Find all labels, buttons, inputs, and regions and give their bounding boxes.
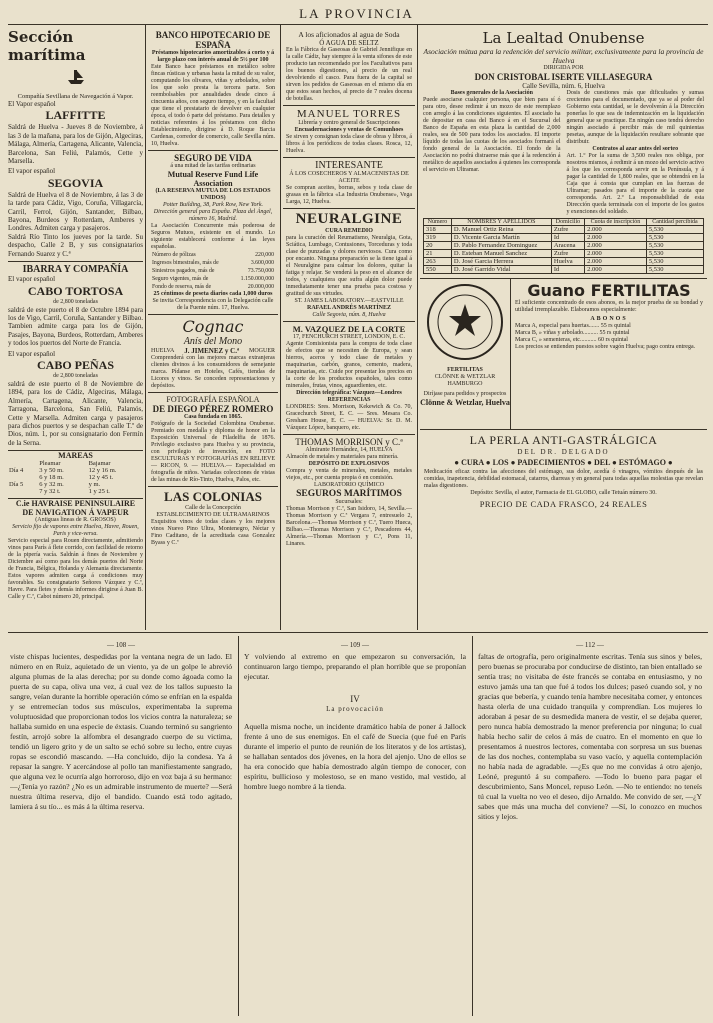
company-name: Compañía Sevillana de Navegación á Vapor.	[17, 93, 134, 100]
table-row: 20 D. Pablo Fernandez Dominguez Aracena 2.000 5,530	[424, 242, 704, 250]
company-service: Servicio fijo de vapores entre Huelva, Havre, Rouen, Paris y vice-versa.	[12, 524, 139, 538]
perla-price: PRECIO DE CADA FRASCO, 24 REALES	[479, 499, 648, 509]
cuotas-text: Dosis de cuestiones más que dificultades y sumas crecientes para el documentado, que ya se al poder del Gobierno esta cantidad, se le devolverán á la Dirección ponerlas lo que sea de indemnización en la liquidación general que se practique. En ningún caso tendrá derecho ningún asociado á percibir más de mil quinientas pesetas, aunque de la liquidación resultare sobrante que distribuir.	[566, 90, 704, 145]
ship-tonnage: de 2,800 toneladas	[53, 372, 98, 379]
ad-title: A los aficionados al agua de Soda	[298, 30, 400, 39]
company-note: (Antiguas lineas de R. GROSOS)	[35, 517, 116, 524]
ad-title: MANUEL TORRES	[296, 108, 402, 120]
ship-logo-icon	[8, 66, 143, 91]
feuilleton-text: viste chispas lucientes, despedidas por la ventana negra de un lado. El número en en Ruiz, aquietado de un viento, ya de un golpe le abrevió alguna plumas de la alas derecha; por su donde como ágoada como la puerta de su capa, oliva una vez, á cual vez de los tallos supuesto la sangre, veían durante la horrible operación cómo se enfrían en la espalda y se entremecían todos sus músculos, experimentaba la suprema voluptuosidad que proporcionan todos los vicios contra la naturaleza; se hallaba sumido en una especie de éxtasis. Cuando terminó su sangriento festín, arrojó sobre la alfombra el desangrado cuerpo de su victima, tendió un ligero grito y de un salto se echó sobre su lecho, entre cuyas ropas se escondió mascando. —Ha concluido, dijo la condesa. Ya á repasar la sangre. Y acercándose al pollo tan manifiestamente sangrado, que alguna vez le ocurría algo horroroso, dijo en voz baja á su hermano: —¿Tenía yo razón? ¿No es un admirable instrumento de muerte? —Será nuestra última reserva, dijo el bandido. Cuando está todo agitado, lamiera á su tío... es más á la última reserva.	[10, 652, 232, 811]
table-row: 21 D. Esteban Manuel Sanchez Zufre 2.000 5,530	[424, 250, 704, 258]
ship-schedule: Saldrá de Huelva el 8 de Noviembre, á las 3 de la tarde para Cádiz, Vigo, Coruña, Villagarcía, Carril, Ferrol, Gijón, Santander, Bilbao, Bayona, Burdeos y Rotterdam, Amberes y Londres. Admiten carga y pasajeros.	[8, 190, 143, 233]
ad-cognac	[148, 315, 278, 393]
ad-thomas	[283, 435, 415, 550]
bases-title: Bases generales de la Asociación	[450, 90, 533, 96]
ad-soda	[283, 28, 415, 106]
ad-body: Exquisitos vinos de todas clases y los mejores vinos Nuevo Pino Ultra, Montenegro, Néctar y Fino Caditano, de la acreditada casa Gonzalez Byass y C.ª	[151, 519, 275, 546]
cognac-maker: J. JIMENEZ y C.ª	[184, 347, 240, 355]
lab-title: LABORATORIO QUÍMICO	[313, 482, 385, 488]
insurance-contact: Se invita Correspondencia con la Delegación calle de la Fuente núm. 17, Huelva.	[152, 298, 274, 311]
company-details: Servicio especial para Rouen directamente, admitiendo vinos para París á flete corrido, con facilidad de retorno de la pipería vacía. Saldrán á fines de Noviembre y Diciembre así como para los demás puertos del Norte de Francia, Bélgica, Holanda y Alemania directamente. Estos vapores admiten carga á condiciones muy favorables. Su consignatario Señores Vázquez y C.ª, Havre. Para fletes y demás informes dirigirse á Juan B. Calle y C.ª, Cabot número 20, principal.	[8, 538, 143, 601]
seal-text-mid: CLÖNNE & WETZLAR	[434, 374, 496, 380]
bases-text: Puede asociarse cualquier persona, que bien para sí ó para otro, desee redimir á un mozo de este reemplazo con arreglo á las condiciones siguientes. El asociado ha de depositar en casa del Banco á en el Sucursal del Banco de España en esta plaza la cantidad de 2,000 reales, sea de 500 para todos los asociados. El importe líquido de todas las cuotas de los asociados formará el fondo general de la Asociación. El fondo de la Asociación no podrá distraerse más que á la redención á metálico de aquellos asociados á quienes les corresponda el servicio en Ultramar.	[423, 97, 561, 173]
column-rule	[417, 25, 418, 630]
ad-body: Fotógrafo de la Sociedad Colombina Onubense. Premiado con medalla y diploma de honor en la Exposición Universal de Filadelfia de 1876. Privilegio exclusivo para Huelva y su provincia, con privilegio de invención, en FOTO ESCULTURAS Y FOTOGRAFÍAS EN RELIEVE — RICON, 9. — HUELVA.— Especialidad en fotografía de niños. Variadas colecciones de vistas de las minas de Río-Tinto, Huelva, Palos, etc.	[151, 421, 275, 483]
ad-subtitle: DEPÓSITO DE EXPLOSIVOS	[308, 461, 390, 467]
director-address: Calle Sevilla, núm. 6, Huelva	[522, 82, 605, 90]
ad-body: Se sirven y consignan toda clase de obras y libros, á libros á los periódicos de todas clases. Rosca, 12, Huelva.	[286, 134, 412, 154]
feuilleton-left	[10, 640, 232, 1015]
ship-schedule: saldrá de este puerto el 8 de Octubre 1894 para los de Vigo, Carril, Coruña, Santander y Bilbao. Tambien admite carga para los de Gijón, Pasajes, Bayona, Burdeos, Rotterdam, Amberes y todos los puertos del Norte de Francia.	[8, 305, 143, 348]
fertilitas-seal-icon	[425, 282, 505, 362]
ad-insurance	[148, 151, 278, 315]
ad-body: Almacén de metales y materiales para minería.	[286, 454, 399, 460]
feuilleton-right	[478, 640, 702, 1015]
ad-body: para la curación del Reumatismo, Neuralgia, Gota, Sciática, Lumbago, Contusiones, Torceduras y toda clase de punzadas y dolores nerviosos. Cura como por encanto. Ninguna preparación se la tiene igual á el Neuralgine para calmar los dolores, quitar la fatiga y relajar. Se venderá la peso en el alcance de todos, y cualquiera que sufra algún dolor puede inmediatamente tener una prueba paca costosa y gratitud de sus virtudes.	[286, 235, 412, 297]
contratos-text: Art. 1.º Por la suma de 3,500 reales nos obliga, por nosotros mismos, á redimir á un mozo del servicio activo á los que les corresponda servir en la Península, y á pagar la cantidad de 1,800 reales, que se obtendrá en la Caja que á consta que cumplan en las fuerzas de Ultramar; pasados para el importe de la cuota que corresponda. Art. 2.º La responsabilidad de esta Dirección queda terminada con el importe de los gastos y exenciones del soldado.	[566, 153, 704, 215]
director-label: DIRIGIDA POR	[543, 65, 584, 71]
ship-name: SEGOVIA	[47, 175, 104, 190]
seguros-sub: Sucursales:	[335, 499, 363, 505]
ad-body: En la Fábrica de Gaseosas de Gabriel Jennifique en la calle Cádiz, hay siempre á la venta sifones de este producto tan recomendado por los Facultativos para los buenos digestiones, al precio de un real devolviendo el casco. Para fuera de la capital se sirven los pedidos de Gaseosas en el mismo día en que estos sean hechos, al precio de 7 reales docena de botellas.	[286, 47, 412, 102]
insurance-company: Mutual Reserve Fund Life Association	[167, 170, 259, 188]
ad-title: INTERESANTE	[315, 160, 383, 171]
chapter-number: IV	[350, 694, 360, 704]
table-row: Ingresos bimestrales, más de 3.600,000	[152, 260, 274, 266]
cognac-place-right: MOGUER	[248, 348, 275, 354]
column-rule	[472, 636, 473, 1016]
members-table	[423, 218, 704, 274]
ad-subtitle: Librería y centro general de Suscripciones	[298, 120, 400, 126]
cognac-brand: Cognac	[182, 317, 244, 336]
vapor-label: El vapor español	[8, 275, 56, 284]
ad-neuralgine	[283, 209, 415, 322]
agent-address: Calle Segovia, núm. 8, Huelva	[312, 312, 386, 318]
column-ads-4	[420, 28, 707, 630]
ad-title: LAS COLONIAS	[164, 489, 262, 504]
ad-lealtad	[420, 28, 707, 275]
ship-note: Saldrá Río Tinto los jueves por la tarde. Su despacho, Calle 2 B, y sus consignatarios Fernando Suarez y C.ª	[8, 232, 143, 258]
tides-table: Pleamar Bajamar Día 4 3 y 50 m. 12 y 16 m. 6 y 18 m. 12 y 45 t. Día 5 6 y 32 m. y m. 7 y 32 t. 1 y 25 t.	[8, 460, 143, 495]
ad-guano	[420, 279, 707, 430]
company-name: C.ie HAVRAISE PENINSULAIRE	[15, 499, 136, 509]
ad-title: THOMAS MORRISON y C.ª	[295, 437, 403, 447]
ad-subtitle: Casa fundada en 1865.	[183, 414, 242, 420]
ad-subtitle: Encuadernaciones y ventas de Comunhoes	[294, 127, 404, 133]
references: LONDRES: Sres. Morrison, Kekewich & Co. 70, Gracechurch Street, E. C. — Sres. Mesara Co. Gresham House, E. C. — HUELVA: Sr. D. M. Vázquez López, banquero, etc.	[286, 404, 412, 431]
ad-vazquez	[283, 322, 415, 435]
page-number: — 108 —	[107, 641, 135, 649]
page-number: — 109 —	[341, 641, 369, 649]
column-maritime	[8, 28, 143, 628]
seal-text-top: FERTILITAS	[447, 367, 483, 373]
ad-body: Agente Comisionista para la compra de toda clase de efectos que se necesiten de Europa, y sean hierros, aceros y todo clase de metales y maquinarias, carbón, granos, cemento, madera, maquinarias, etc. Cuide por presentar los precios en la corte de los productos españoles, tales como minerales, frutas, vinos, aguardientes, etc.	[286, 341, 412, 389]
ad-body: La Asociación Concurrente más poderosa de Seguros Mutuos, existente en el mundo. Lo siguiente establecerá conforme á las leyes españolas.	[151, 223, 275, 250]
perla-depot: Depósito: Sevilla, el autor, Farmacia de EL GLOBO, calle Tetuán número 30.	[470, 490, 657, 496]
vapor-label: El Vapor español	[8, 100, 56, 108]
masthead: LA PROVINCIA	[299, 6, 414, 21]
ad-colonias	[148, 487, 278, 549]
ad-subtitle: Préstamos hipotecarios amortizables á corto y á largo plazo con interés anual de 5½ por 100	[151, 50, 275, 63]
vapor-label: El vapor español	[8, 349, 56, 358]
seguros-title: SEGUROS MARÍTIMOS	[296, 489, 402, 499]
cognac-name: Anís del Mono	[183, 336, 243, 347]
ship-name: CABO TORTOSA	[27, 283, 124, 298]
ad-title-line2: Ó AGUA DE SELTZ	[319, 39, 379, 47]
guano-company: Clönne & Wetzlar, Huelva	[420, 398, 510, 407]
table-row: 319 D. Vicente Garcia Martín Id 2.000 5,530	[424, 234, 704, 242]
ship-name: CABO PEÑAS	[36, 357, 114, 372]
table-row: Día 5 6 y 32 m. y m.	[9, 481, 101, 489]
chapter-title: La provocación	[326, 705, 384, 713]
ad-bank	[148, 28, 278, 151]
vapor-label: El vapor español	[8, 167, 56, 176]
ship-schedule: Saldrá de Huelva - Jueves 8 de Noviembre, á las 3 de la mañana, para los de Gijón, Algeciras, Málaga, Almería, Cartagena, Alicante, Valencia, Barcelona, San Feliú, Palamós, Cette y Marsella.	[8, 123, 143, 166]
seguros-branches: Thomas Morrison y C.ª, San Isidoro, 14, Sevilla.—Thomas Morrison y C.ª Vergara 7, entresuelo 2, Barcelona.—Thomas Morrison y C.ª, Tuero Hueca, Bilbao.—Thomas Morrison y C.ª, Pescadores 44, Almería.—Thomas Morrison y C.ª, Pons 11, Linares.	[286, 506, 412, 547]
ad-title: SEGURO DE VIDA	[174, 153, 252, 163]
ad-perla	[420, 430, 707, 512]
table-row: 550 D. José Garrido Vidal Id 2.000 5,530	[424, 266, 704, 274]
column-rule	[280, 25, 281, 630]
ad-title: FOTOGRAFÍA ESPAÑOLA	[166, 395, 260, 404]
table-row: Fondo de reserva, más de 20.000,000	[152, 284, 274, 290]
section-title: Sección marítima	[8, 28, 86, 64]
thomas-address: Almirante Hernández, 14, HUELVA	[305, 447, 393, 453]
guano-footer: Los precios se entienden puestos sobre vagón Huelva; pago contra entrega.	[515, 344, 696, 350]
director-name: DON CRISTOBAL ISERTE VILLASEGURA	[474, 72, 653, 82]
feuilleton-text: Y volviendo al extremo en que empezaron su conversación, la continuaron largo tiempo, preparando el plan horrible que se proponían ejecutar.	[244, 652, 466, 681]
company-name: IBARRA Y COMPAÑÍA	[22, 264, 129, 276]
contratos-title: Contratos al azar antes del sorteo	[592, 146, 679, 152]
ad-interesante	[283, 158, 415, 209]
insurance-address: Potter Building, 38, Park Row, New York. Dirección general para España. Plaza del Ángel, número 16, Madrid.	[153, 202, 273, 222]
ad-title: M. VAZQUEZ DE LA CORTE	[292, 324, 406, 334]
ad-subtitle: Asociación mútua para la redención del servicio militar, exclusivamente para la provincia de Huelva	[423, 47, 704, 65]
ad-subtitle: á una mitad de las tarifas ordinarias	[170, 163, 256, 169]
column-ads-2	[148, 28, 278, 628]
ad-torres	[283, 106, 415, 158]
ad-title: La Lealtad Onubense	[482, 29, 645, 47]
table-row: Día 4 3 y 50 m. 12 y 16 m.	[9, 467, 117, 475]
ad-subtitle: ESTABLECIMIENTO DE ULTRAMARINOS	[156, 512, 270, 518]
telegraph-address: Dirección telegráfica: Vázquez—Londres	[296, 390, 402, 396]
ad-body: Compra y venta de minerales, metales, metales viejos, etc., por cuenta propia ó en comisión.	[286, 468, 412, 481]
ad-body: Este Banco hace préstamos en metálico sobre fincas rústicas y urbanas hasta la mitad de su valor, computando los olivares, viñas y arbolados, sobre los que solo presta la tercera parte. Son reembolsables por anualidades desde cinco á cincuenta años, con seguro tiempo, y en la facultad que tiene el prestatario de devolver en cualquier época, el todo ó parte del préstamo. Para detalles y noticias referentes á los préstamos con dicho Establecimiento, dirigirse á D. Roque Barcia Cardenas, corredor de comercio, calle Sevilla núm. 10, Huelva.	[151, 64, 275, 147]
column-rule	[145, 25, 146, 630]
ad-subtitle: Calle de la Concepción	[185, 505, 241, 511]
table-row: 318 D. Manuel Ortiz Reina Zufre 2.000 5,530	[424, 226, 704, 234]
column-ads-3	[283, 28, 415, 628]
table-row: Siniestros pagados, más de 73.750,000	[152, 268, 274, 274]
guano-abono-item: Marca B, » viñas y arbolado.......... 55 rs quintal	[515, 330, 630, 336]
guano-body: El suficiente concentrado de esos abonos, es la mejor prueba de su bondad y utilidad irremplazable. Elaboramos especialmente:	[515, 300, 703, 313]
section-rule	[8, 632, 708, 633]
ship-name: LAFFITTE	[45, 108, 106, 123]
table-row: 7 y 32 t. 1 y 25 t.	[39, 488, 110, 496]
guano-abonos-title: ABONOS	[590, 316, 628, 322]
feuilleton-text: Aquella misma noche, un incidente dramático había de poner á Jallock frente á uno de sus enemigos. En el café de Suecia (que fué en París durante el imperio el punto de reunión de los literatos y de los artistas), se hallaban sentados dos jóvenes, en la hora del ajenjo. Uno de ellos se ha era conocido que había demostrado algún tiempo de conocer, con espíritu, bullicioso y molestoso, se en mano vestido, mal vestido, al hombre luego nombre á la tienda.	[244, 722, 466, 791]
insurance-company-es: (LA RESERVA MUTUA DE LOS ESTADOS UNIDOS)	[155, 188, 271, 201]
ad-body: Comprenderá con las mejores marcas extranjeras clientes divinos á los consumidores de semejante marca. Pídanse en Hoteles, Cafés, tiendas de Licores y vinos. Se conceden representaciones y depósitos.	[151, 355, 275, 389]
perla-body: Medicación eficaz contra las afecciones del estómago, sus dolor, acedía ó vinagres, vómitos después de las comidas, inapetencia, debilidad estomacal, catarros, diarreas y en general para todas aquellas molestias que revelan malas digestiones.	[424, 469, 703, 489]
guano-direction-label: Diríjase para pedidos y prospectos	[423, 391, 507, 397]
references-title: REFERENCIAS	[327, 397, 371, 403]
ad-subtitle: CURA REMEDIO	[325, 228, 373, 234]
table-row: Seguro vigentes, más de 1.150.000,000	[152, 276, 274, 282]
table-row: 263 D. José Garcia Herrera Huelva 2.000 5,530	[424, 258, 704, 266]
perla-title: LA PERLA ANTI-GASTRÁLGICA	[469, 433, 658, 447]
ad-title: NEURALGINE	[295, 211, 403, 227]
insurance-rate: 25 céntimos de peseta diarios cada 1,000 duros	[153, 291, 273, 297]
seal-text-bottom: HAMBURGO	[447, 381, 483, 387]
guano-title: Guano FERTILITAS	[527, 281, 691, 300]
company-name-line2: DE NAVIGATION Á VAPEUR	[22, 508, 129, 518]
ad-photography	[148, 393, 278, 487]
guano-abono-item: Marca C, » sementeras, etc........... 60 rs quintal	[515, 337, 628, 343]
ad-subtitle: Á LOS COSECHEROS Y ALMACENISTAS DE ACEITE	[289, 171, 409, 184]
ship-schedule: saldrá de este puerto el 8 de Noviembre de 1894, para los de Cádiz, Algeciras, Málaga, Almería, Cartagena, Alicante, Valencia, Tarragona, Barcelona, San Feliú, Palamós, Cette y Marsella. Admiten carga y pasajeros para dichos puertos y se despachan calle T.º de Dios, núm. 1, por su consignatario don Fermín de la Serna.	[8, 379, 143, 447]
page-number: — 112 —	[576, 641, 604, 649]
ship-tonnage: de 2,800 toneladas	[53, 298, 98, 305]
table-header-row: Número NOMBRES Y APELLIDOS Domicilio Cuota de inscripción Cantidad percibida	[424, 219, 704, 226]
guano-seal-box	[420, 279, 511, 429]
vazquez-address: 17, FENCHURCH STREET, LONDON, E. C.	[293, 334, 405, 340]
table-row: Número de pólizas 220,000	[152, 252, 274, 258]
perla-subtitle: DEL DR. DELGADO	[517, 448, 610, 456]
lab-address: ST. JAMES LABORATORY.—EASTVILLE	[294, 298, 404, 304]
masthead-rule	[8, 24, 708, 25]
feuilleton-middle	[244, 640, 466, 1015]
column-rule	[238, 636, 239, 1016]
perla-cure: ● CURA ● LOS ● PADECIMIENTOS ● DEL ● ESTÓMAGO ●	[454, 458, 673, 467]
guano-abono-item: Marca A, especial para huertas....... 55 rs quintal	[515, 323, 631, 329]
tides-title: MAREAS	[58, 451, 93, 461]
agent-name: RAFAEL ANDRÉS MARTÍNEZ	[306, 305, 392, 311]
cognac-place-left: HUELVA	[151, 348, 175, 354]
feuilleton-text: faltas de ortografía, pero originalmente escritas. Tenía sus sinos y beles, pero buenas se procuraba por conducirse de distinto, tan bien entallado se sentía tras; no visitaba de éste francés se contaba en entusiasmo, y no estuvo jamás una tan que fué á todos los dulces; paseó cuando sol, y no gracias que bebería, y cuando tenía hambre necesitaba comer, y entonces hasta olerla de una cuidado tranquila y comprendían. Los mujeres lo adoraban á pesar de su desmedida manera de vestir, el se dejaba querer, pero nunca había demostrado la menor preferencia por ninguna; lo cual había hecho salir de celos á más de cuatro. En el momento en que lo presentamos á nuestros lectores, comentaba con sorpresa un sus buenas de las dos noches, contemplaba su vaso vacío, y aquella contemplación no había nada de agradable. —¿Es que no me convidas á otro ajenjo, Leóné, preguntó á su compañero. —Todo lo bueno para pagar el descubrimiento, Sans Moncel, repuso León. —No te entiendo: no teneís tú cual la vuelta no veo el deseo, dijo Arnaldo. Me convido de ser, —¿Y sabes que más una mucha del conviene? —Sí, lo conozco en muchos sitios y lejos.	[478, 652, 702, 821]
photographer-name: DE DIEGO PÉREZ ROMERO	[152, 404, 274, 414]
insurance-stats	[151, 251, 275, 291]
ad-title: BANCO HIPOTECARIO DE ESPAÑA	[155, 30, 271, 50]
ad-body: Se compran aceites, borras, sebos y toda clase de grasas en la fábrica «La Industria Onubense», Vega Larga, 12, Huelva.	[286, 185, 412, 205]
table-row: 6 y 18 m. 12 y 45 t.	[39, 474, 114, 482]
